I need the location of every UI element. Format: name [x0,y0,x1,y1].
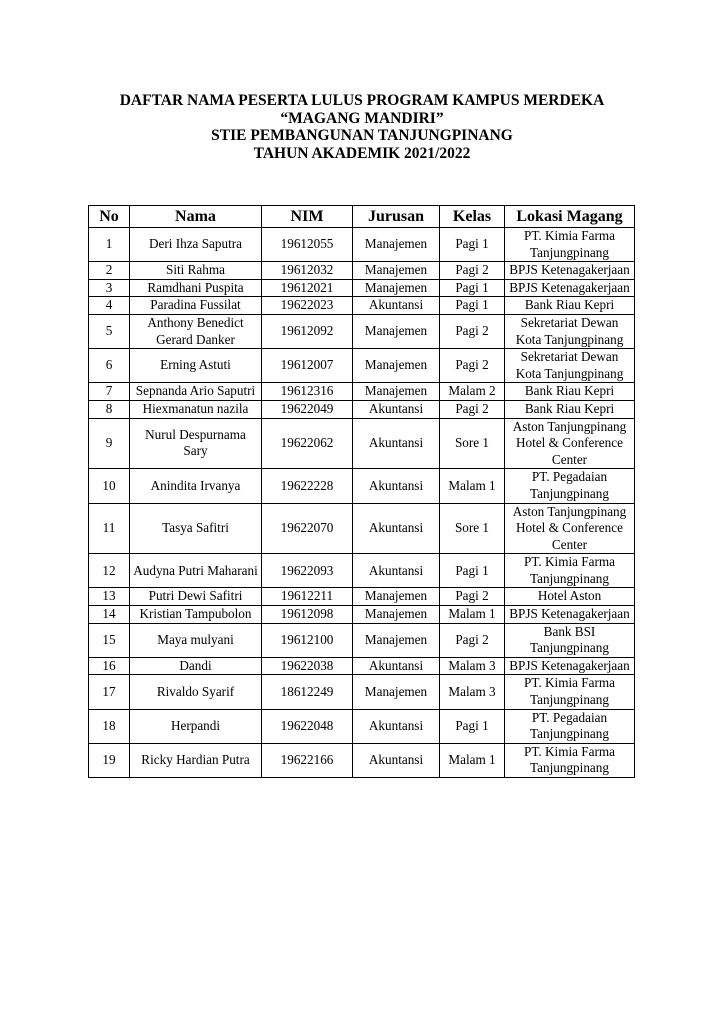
cell-lokasi-magang: PT. Kimia Farma Tanjungpinang [505,675,635,709]
cell-nama: Ricky Hardian Putra [130,743,262,777]
cell-kelas: Sore 1 [440,503,505,554]
column-header-nama: Nama [130,206,262,228]
table-row [89,349,635,383]
cell-jurusan: Akuntansi [353,743,440,777]
cell-nim: 19622166 [262,743,353,777]
cell-lokasi-magang: BPJS Ketenagakerjaan [505,657,635,675]
cell-nama: Erning Astuti [130,349,262,383]
cell-nim: 19622070 [262,503,353,554]
cell-nama: Hiexmanatun nazila [130,400,262,418]
cell-jurusan: Akuntansi [353,657,440,675]
column-header-kelas: Kelas [440,206,505,228]
table-row [89,418,635,469]
cell-jurusan: Manajemen [353,623,440,657]
cell-kelas: Malam 1 [440,743,505,777]
cell-kelas: Pagi 1 [440,554,505,588]
cell-lokasi-magang: PT. Kimia Farma Tanjungpinang [505,554,635,588]
cell-nim: 19612098 [262,606,353,624]
table-row [89,709,635,743]
cell-nim: 19612055 [262,228,353,262]
cell-no: 5 [89,314,130,348]
table-row [89,314,635,348]
cell-no: 3 [89,279,130,297]
cell-jurusan: Akuntansi [353,297,440,315]
cell-no: 12 [89,554,130,588]
table-row [89,383,635,401]
column-header-jurusan: Jurusan [353,206,440,228]
table-row [89,675,635,709]
table-row [89,503,635,554]
cell-jurusan: Manajemen [353,383,440,401]
cell-nim: 19612316 [262,383,353,401]
cell-nim: 19622023 [262,297,353,315]
cell-no: 1 [89,228,130,262]
cell-nim: 19612021 [262,279,353,297]
cell-kelas: Pagi 2 [440,262,505,280]
cell-kelas: Pagi 1 [440,279,505,297]
cell-nama: Ramdhani Puspita [130,279,262,297]
cell-lokasi-magang: Bank BSI Tanjungpinang [505,623,635,657]
table-row [89,262,635,280]
cell-kelas: Pagi 1 [440,228,505,262]
cell-lokasi-magang: BPJS Ketenagakerjaan [505,279,635,297]
table-row [89,297,635,315]
cell-kelas: Malam 1 [440,606,505,624]
cell-nim: 19612007 [262,349,353,383]
cell-jurusan: Manajemen [353,606,440,624]
cell-jurusan: Manajemen [353,675,440,709]
cell-jurusan: Akuntansi [353,503,440,554]
cell-jurusan: Manajemen [353,588,440,606]
cell-lokasi-magang: PT. Pegadaian Tanjungpinang [505,469,635,503]
cell-jurusan: Akuntansi [353,418,440,469]
table-row [89,279,635,297]
table-row [89,657,635,675]
cell-nama: Nurul Despurnama Sary [130,418,262,469]
table-row [89,554,635,588]
cell-nim: 19612032 [262,262,353,280]
cell-no: 2 [89,262,130,280]
table-row [89,606,635,624]
cell-nama: Audyna Putri Maharani [130,554,262,588]
cell-no: 8 [89,400,130,418]
cell-kelas: Pagi 2 [440,623,505,657]
table-row [89,623,635,657]
cell-lokasi-magang: PT. Pegadaian Tanjungpinang [505,709,635,743]
cell-kelas: Malam 1 [440,469,505,503]
cell-nim: 19612100 [262,623,353,657]
table-row [89,400,635,418]
cell-lokasi-magang: Aston Tanjungpinang Hotel & Conference Center [505,418,635,469]
cell-no: 16 [89,657,130,675]
cell-no: 15 [89,623,130,657]
cell-lokasi-magang: Sekretariat Dewan Kota Tanjungpinang [505,349,635,383]
cell-jurusan: Manajemen [353,314,440,348]
table-row [89,228,635,262]
table-row [89,469,635,503]
cell-no: 7 [89,383,130,401]
column-header-nim: NIM [262,206,353,228]
title-line-1: DAFTAR NAMA PESERTA LULUS PROGRAM KAMPUS MERDEKA [119,92,605,109]
cell-nim: 19612092 [262,314,353,348]
participants-table [88,205,635,778]
cell-nim: 19622228 [262,469,353,503]
cell-nim: 19622093 [262,554,353,588]
cell-lokasi-magang: Hotel Aston [505,588,635,606]
cell-no: 9 [89,418,130,469]
table-body [89,228,635,778]
cell-kelas: Pagi 1 [440,297,505,315]
cell-jurusan: Akuntansi [353,400,440,418]
cell-lokasi-magang: Bank Riau Kepri [505,383,635,401]
cell-no: 14 [89,606,130,624]
cell-no: 10 [89,469,130,503]
cell-no: 17 [89,675,130,709]
cell-nama: Deri Ihza Saputra [130,228,262,262]
title-line-4: TAHUN AKADEMIK 2021/2022 [253,144,471,162]
cell-nim: 19622048 [262,709,353,743]
title-line-3: STIE PEMBANGUNAN TANJUNGPINANG [211,127,513,144]
cell-nama: Anthony Benedict Gerard Danker [130,314,262,348]
cell-no: 11 [89,503,130,554]
cell-no: 19 [89,743,130,777]
document-title [0,92,724,162]
cell-lokasi-magang: PT. Kimia Farma Tanjungpinang [505,743,635,777]
cell-lokasi-magang: BPJS Ketenagakerjaan [505,262,635,280]
cell-jurusan: Manajemen [353,349,440,383]
cell-lokasi-magang: BPJS Ketenagakerjaan [505,606,635,624]
table-row [89,743,635,777]
cell-kelas: Malam 3 [440,657,505,675]
cell-no: 4 [89,297,130,315]
cell-nama: Dandi [130,657,262,675]
cell-jurusan: Manajemen [353,228,440,262]
cell-no: 13 [89,588,130,606]
cell-no: 18 [89,709,130,743]
cell-lokasi-magang: PT. Kimia Farma Tanjungpinang [505,228,635,262]
cell-kelas: Pagi 2 [440,400,505,418]
cell-kelas: Pagi 1 [440,709,505,743]
cell-jurusan: Manajemen [353,279,440,297]
cell-nama: Rivaldo Syarif [130,675,262,709]
cell-nama: Paradina Fussilat [130,297,262,315]
cell-jurusan: Akuntansi [353,469,440,503]
cell-nim: 19612211 [262,588,353,606]
cell-nama: Anindita Irvanya [130,469,262,503]
cell-kelas: Pagi 2 [440,314,505,348]
cell-lokasi-magang: Bank Riau Kepri [505,297,635,315]
cell-lokasi-magang: Sekretariat Dewan Kota Tanjungpinang [505,314,635,348]
column-header-lokasi-magang: Lokasi Magang [505,206,635,228]
column-header-no: No [89,206,130,228]
cell-nama: Tasya Safitri [130,503,262,554]
cell-kelas: Pagi 2 [440,588,505,606]
cell-lokasi-magang: Aston Tanjungpinang Hotel & Conference Center [505,503,635,554]
cell-kelas: Sore 1 [440,418,505,469]
cell-no: 6 [89,349,130,383]
cell-kelas: Pagi 2 [440,349,505,383]
cell-nim: 19622062 [262,418,353,469]
cell-nim: 19622038 [262,657,353,675]
cell-jurusan: Akuntansi [353,554,440,588]
cell-nim: 19622049 [262,400,353,418]
cell-kelas: Malam 2 [440,383,505,401]
cell-nama: Putri Dewi Safitri [130,588,262,606]
table-header-row [89,206,635,228]
cell-jurusan: Manajemen [353,262,440,280]
cell-nama: Siti Rahma [130,262,262,280]
title-line-2: “MAGANG MANDIRI” [280,109,444,127]
cell-nama: Sepnanda Ario Saputri [130,383,262,401]
cell-kelas: Malam 3 [440,675,505,709]
cell-jurusan: Akuntansi [353,709,440,743]
cell-nama: Kristian Tampubolon [130,606,262,624]
cell-nama: Herpandi [130,709,262,743]
table-row [89,588,635,606]
cell-nim: 18612249 [262,675,353,709]
cell-lokasi-magang: Bank Riau Kepri [505,400,635,418]
cell-nama: Maya mulyani [130,623,262,657]
